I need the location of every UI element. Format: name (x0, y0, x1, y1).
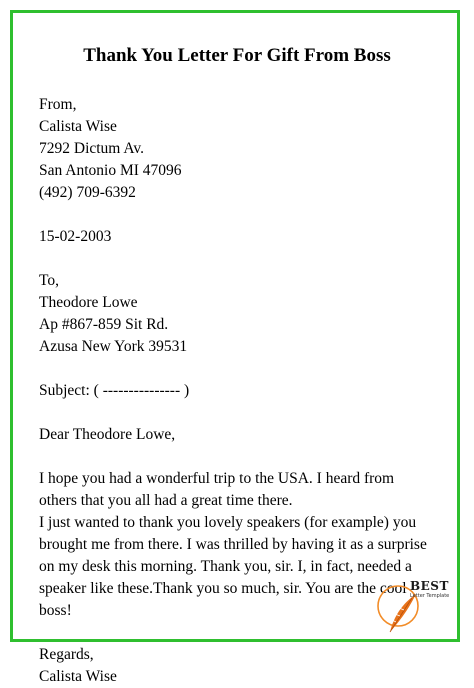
sender-name: Calista Wise (39, 118, 117, 135)
closing-line: Regards, (39, 646, 94, 663)
sender-street: 7292 Dictum Av. (39, 140, 145, 157)
letter-date: 15-02-2003 (39, 228, 112, 245)
paragraph-line: I hope you had a wonderful trip to the USA. I heard from (39, 470, 395, 487)
logo-subtitle: Letter Template (410, 593, 450, 599)
paragraph-line: others that you all had a great time there. (39, 492, 293, 509)
recipient-salutation: To, (39, 272, 60, 289)
recipient-city: Azusa New York 39531 (39, 338, 188, 355)
paragraph-line: speaker like these.Thank you so much, sir. You are the cool (39, 580, 407, 597)
signature-name: Calista Wise (39, 668, 117, 685)
paragraph-1 (39, 468, 439, 512)
feather-quill (390, 598, 412, 632)
best-letter-template-logo (376, 576, 456, 640)
sender-phone: (492) 709-6392 (39, 184, 136, 201)
logo-word: BEST (410, 579, 449, 593)
paragraph-line: I just wanted to thank you lovely speakers (for example) you (39, 514, 417, 531)
subject-line: Subject: ( --------------- ) (39, 382, 190, 399)
paragraph-line: on my desk this morning. Thank you, sir. I, in fact, needed a (39, 558, 412, 575)
sender-city: San Antonio MI 47096 (39, 162, 182, 179)
greeting-line: Dear Theodore Lowe, (39, 426, 176, 443)
recipient-name: Theodore Lowe (39, 294, 138, 311)
sender-salutation: From, (39, 96, 77, 113)
recipient-street: Ap #867-859 Sit Rd. (39, 316, 169, 333)
letter-title: Thank You Letter For Gift From Boss (83, 45, 391, 66)
recipient-block (39, 270, 439, 358)
paragraph-line: boss! (39, 602, 72, 619)
sender-block (39, 94, 439, 204)
paragraph-line: brought me from there. I was thrilled by having it as a surprise (39, 536, 427, 553)
